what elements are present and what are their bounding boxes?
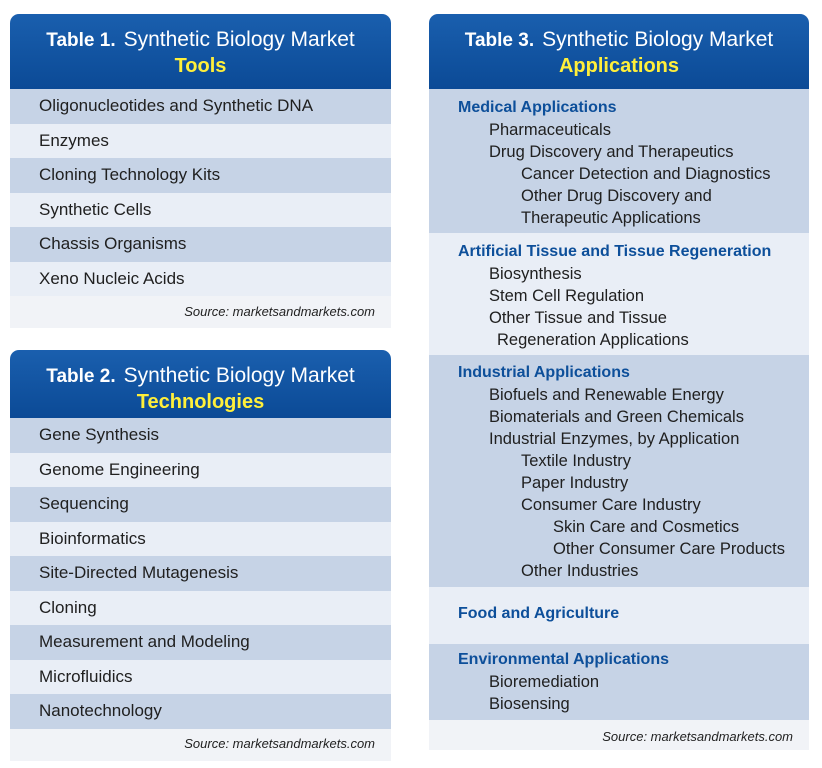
list-item: Textile Industry: [521, 452, 632, 470]
section-medical: [429, 89, 809, 233]
table-row: Site-Directed Mutagenesis: [10, 556, 391, 591]
section-industrial: [429, 355, 809, 587]
table-row: Measurement and Modeling: [10, 625, 391, 660]
table-1: [10, 14, 391, 328]
table-2-title: Synthetic Biology Market: [123, 364, 355, 387]
list-item: Industrial Enzymes, by Application: [489, 430, 740, 448]
table-row: Oligonucleotides and Synthetic DNA: [10, 89, 391, 124]
list-item: Other Industries: [521, 562, 639, 580]
list-item: Other Drug Discovery and: [521, 187, 712, 205]
list-item: Therapeutic Applications: [521, 209, 701, 227]
section-heading: Artificial Tissue and Tissue Regeneration: [458, 243, 772, 260]
table-3-header: [429, 14, 809, 89]
table-row: Genome Engineering: [10, 453, 391, 488]
table-1-subtitle: Tools: [174, 55, 227, 77]
table-row: Gene Synthesis: [10, 418, 391, 453]
list-item: Drug Discovery and Therapeutics: [489, 143, 734, 161]
table-row: Cloning Technology Kits: [10, 158, 391, 193]
table-1-title: Synthetic Biology Market: [123, 28, 355, 51]
list-item: Pharmaceuticals: [489, 121, 611, 139]
table-3-number: Table 3.: [464, 30, 535, 51]
table-row: Bioinformatics: [10, 522, 391, 557]
list-item: Other Consumer Care Products: [553, 540, 786, 558]
table-3-source: Source: marketsandmarkets.com: [429, 720, 809, 750]
section-heading: Environmental Applications: [458, 651, 669, 668]
table-1-source: Source: marketsandmarkets.com: [10, 296, 391, 328]
table-1-number: Table 1.: [46, 30, 116, 51]
table-row: Enzymes: [10, 124, 391, 159]
table-2-header: [10, 350, 391, 418]
list-item: Biofuels and Renewable Energy: [489, 386, 724, 404]
table-row: Microfluidics: [10, 660, 391, 695]
table-2-subtitle: Technologies: [136, 391, 265, 413]
list-item: Skin Care and Cosmetics: [553, 518, 740, 536]
section-food-agriculture: [429, 587, 809, 644]
list-item: Stem Cell Regulation: [489, 287, 644, 305]
table-row: Nanotechnology: [10, 694, 391, 729]
section-heading: Industrial Applications: [458, 364, 630, 381]
table-3-title: Synthetic Biology Market: [542, 28, 774, 51]
section-environmental: [429, 644, 809, 720]
table-row: Xeno Nucleic Acids: [10, 262, 391, 297]
table-1-header: [10, 14, 391, 89]
table-row: Synthetic Cells: [10, 193, 391, 228]
table-2-number: Table 2.: [46, 366, 116, 387]
section-heading: Food and Agriculture: [458, 605, 620, 622]
section-heading: Medical Applications: [458, 99, 617, 116]
list-item: Bioremediation: [489, 673, 600, 691]
list-item: Biomaterials and Green Chemicals: [489, 408, 744, 426]
list-item: Other Tissue and Tissue: [489, 309, 667, 327]
list-item: Cancer Detection and Diagnostics: [521, 165, 771, 183]
section-artificial-tissue: [429, 233, 809, 355]
table-3-subtitle: Applications: [558, 55, 679, 77]
list-item: Regeneration Applications: [497, 331, 689, 349]
table-row: Cloning: [10, 591, 391, 626]
list-item: Consumer Care Industry: [521, 496, 701, 514]
list-item: Biosynthesis: [489, 265, 582, 283]
list-item: Biosensing: [489, 695, 570, 713]
table-2-source: Source: marketsandmarkets.com: [10, 729, 391, 761]
table-3: [429, 14, 809, 750]
list-item: Paper Industry: [521, 474, 629, 492]
table-row: Sequencing: [10, 487, 391, 522]
table-2: [10, 350, 391, 761]
table-row: Chassis Organisms: [10, 227, 391, 262]
